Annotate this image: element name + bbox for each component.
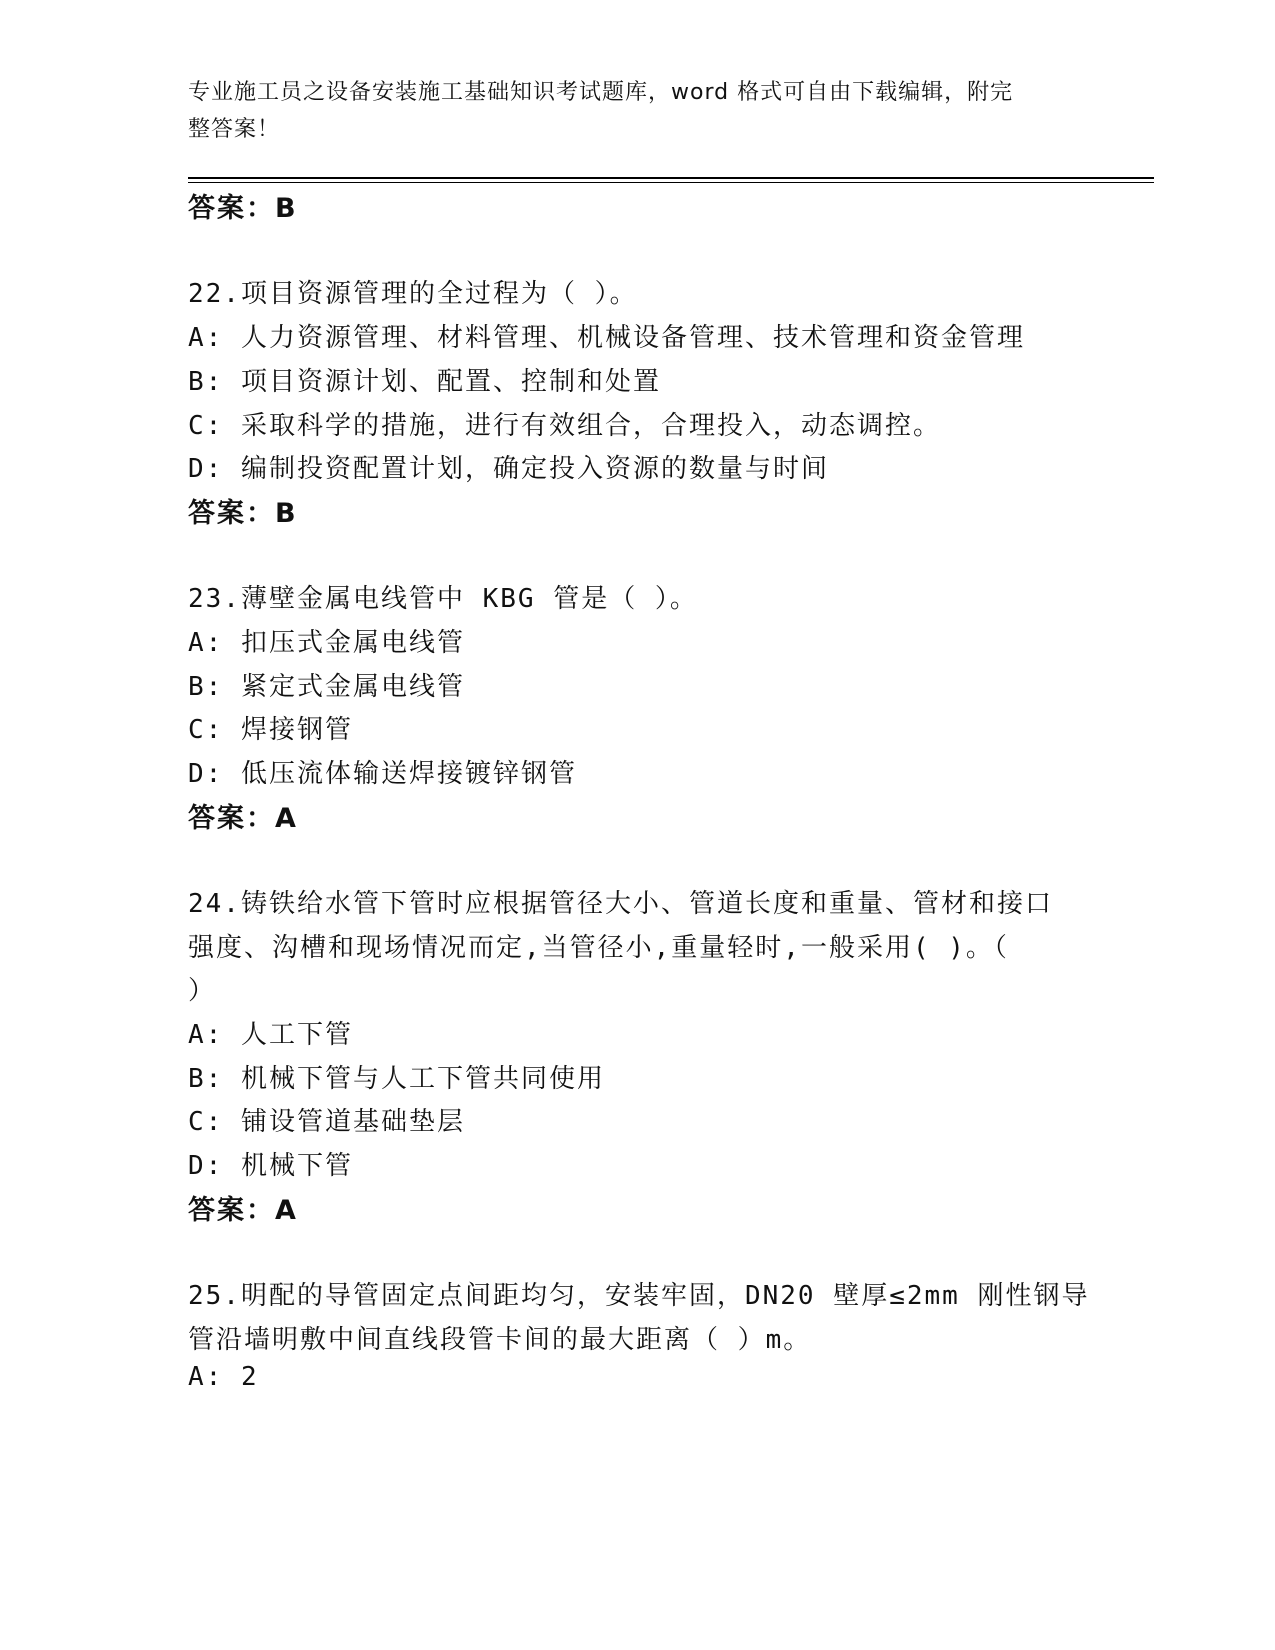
header-divider-thin xyxy=(188,182,1154,183)
question-25-stem-line-1: 25.明配的导管固定点间距均匀，安装牢固，DN20 壁厚≤2mm 刚性钢导 xyxy=(188,1281,1090,1311)
question-25-stem-line-2: 管沿墙明敷中间直线段管卡间的最大距离（ ）m。 xyxy=(188,1325,812,1355)
header-line-1: 专业施工员之设备安装施工基础知识考试题库，word 格式可自由下载编辑，附完 xyxy=(188,80,1014,105)
question-22-option-c: C: 采取科学的措施，进行有效组合，合理投入，动态调控。 xyxy=(188,411,941,441)
question-22-stem: 22.项目资源管理的全过程为（ ）。 xyxy=(188,279,638,309)
question-24-stem-line-1: 24.铸铁给水管下管时应根据管径大小、管道长度和重量、管材和接口 xyxy=(188,889,1053,919)
question-24-option-d: D: 机械下管 xyxy=(188,1151,353,1181)
document-header xyxy=(188,74,1068,148)
question-22-answer: 答案：B xyxy=(188,498,298,529)
question-24-stem-line-3: ） xyxy=(188,976,217,1006)
previous-answer: 答案：B xyxy=(188,193,298,224)
question-23-option-a: A: 扣压式金属电线管 xyxy=(188,628,465,658)
question-23-option-c: C: 焊接钢管 xyxy=(188,715,353,745)
question-22-option-b: B: 项目资源计划、配置、控制和处置 xyxy=(188,367,661,397)
question-25-option-a: A: 2 xyxy=(188,1362,259,1392)
question-24-option-b: B: 机械下管与人工下管共同使用 xyxy=(188,1064,605,1094)
question-24-answer: 答案：A xyxy=(188,1195,298,1226)
question-23-option-d: D: 低压流体输送焊接镀锌钢管 xyxy=(188,759,577,789)
question-24-option-a: A: 人工下管 xyxy=(188,1020,353,1050)
question-24-option-c: C: 铺设管道基础垫层 xyxy=(188,1107,465,1137)
question-24-stem-line-2: 强度、沟槽和现场情况而定,当管径小,重量轻时,一般采用( )。（ xyxy=(188,933,1009,963)
question-22-option-a: A: 人力资源管理、材料管理、机械设备管理、技术管理和资金管理 xyxy=(188,323,1025,353)
question-23-option-b: B: 紧定式金属电线管 xyxy=(188,672,465,702)
header-divider-thick xyxy=(188,177,1154,179)
question-23-answer: 答案：A xyxy=(188,803,298,834)
question-22-option-d: D: 编制投资配置计划，确定投入资源的数量与时间 xyxy=(188,454,829,484)
header-line-2: 整答案！ xyxy=(188,117,281,142)
question-23-stem: 23.薄壁金属电线管中 KBG 管是（ ）。 xyxy=(188,584,698,614)
